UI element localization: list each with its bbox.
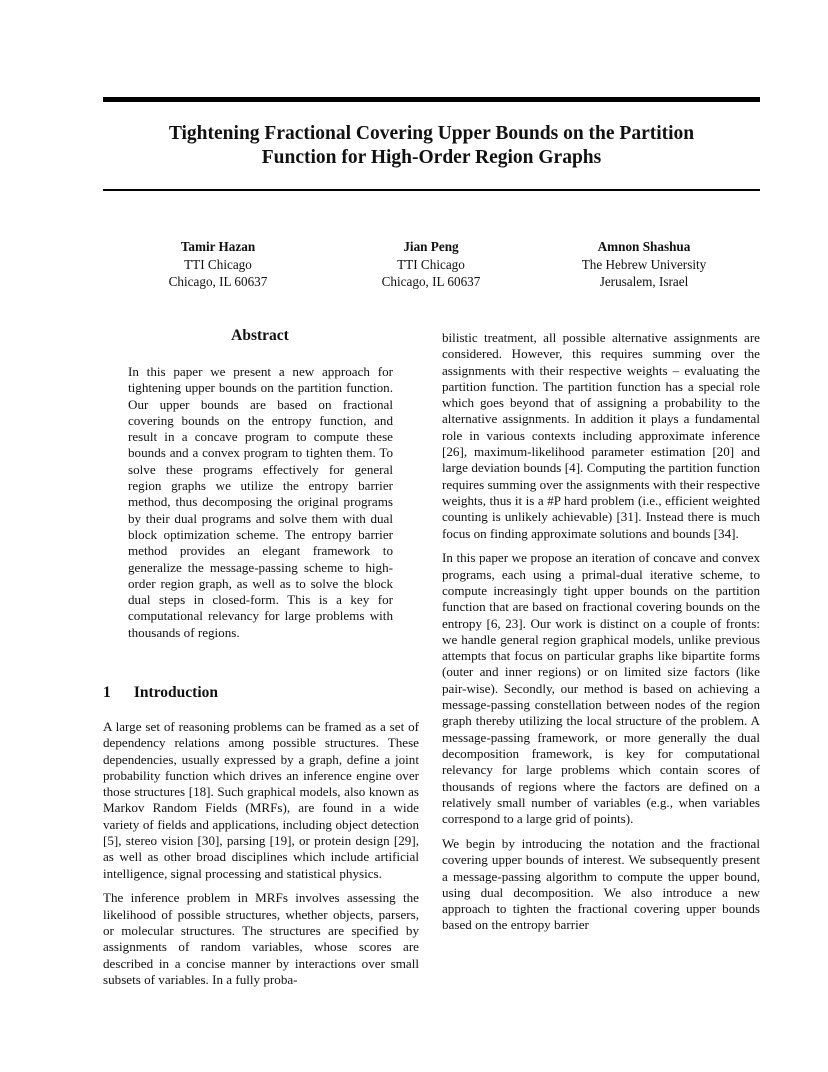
- author-affiliation: The Hebrew University: [581, 256, 707, 272]
- author-name: Amnon Shashua: [597, 239, 691, 254]
- author-affiliation: TTI Chicago: [397, 256, 465, 272]
- author-block: [544, 238, 744, 291]
- title-line-1: Tightening Fractional Covering Upper Bounds on the Partition: [168, 123, 695, 144]
- right-column: [442, 330, 760, 934]
- body-paragraph: bilistic treatment, all possible alternative assignments are considered. However, this requires summing over the assignments with their respective weights – evaluating the partition function. The partition function has a special role which goes beyond that of assigning a probability to the alternative assignments. In addition it plays a fundamental role in various contexts including approximate inference [26], maximum-likelihood parameter estimation [20] and large deviation bounds [4]. Computing the partition function requires summing over the assignments with their respective weights, thus it is a #P hard problem (i.e., efficient weighted counting is unlikely achievable) [31]. Instead there is much focus on finding approximate solutions and bounds [34].: [442, 330, 760, 541]
- author-block: [331, 238, 531, 291]
- top-rule: [103, 97, 760, 102]
- body-paragraph: We begin by introducing the notation and the fractional covering upper bounds of interest. We subsequently present a message-passing algorithm to compute the upper bound, using dual decomposition. We also introduce a new approach to tighten the fractional covering upper bounds based on the entropy barrier: [442, 835, 760, 933]
- paper-title: [103, 122, 760, 170]
- author-block: [118, 238, 318, 291]
- body-paragraph: A large set of reasoning problems can be framed as a set of dependency relations among possible structures. These dependencies, usually expressed by a graph, define a joint probability function which drives an inference engine over those structures [18]. Such graphical models, also known as Markov Random Fields (MRFs), are found in a wide variety of fields and applications, including object detection [5], stereo vision [30], parsing [19], or protein design [29], as well as other broad disciplines which include artificial intelligence, signal processing and statistical physics.: [103, 719, 419, 881]
- title-line-2: Function for High-Order Region Graphs: [261, 147, 602, 168]
- body-paragraph: The inference problem in MRFs involves assessing the likelihood of possible structures, whether objects, parsers, or molecular structures. The structures are specified by assignments of random variables, whose scores are described in a concise manner by interactions over small subsets of variables. In a fully proba-: [103, 890, 419, 987]
- section-number: 1: [103, 684, 111, 701]
- section-title: Introduction: [133, 684, 218, 701]
- author-location: Jerusalem, Israel: [599, 274, 689, 289]
- author-location: Chicago, IL 60637: [381, 274, 481, 289]
- body-paragraph: In this paper we propose an iteration of concave and convex programs, each using a primal-dual iterative scheme, to compute increasingly tight upper bounds on the partition function that are based on fractional covering bounds on the entropy [6, 23]. Our work is distinct on a couple of fronts: we handle general region graphical models, unlike previous attempts that focus on particular graphs like bipartite forms (outer and inner regions) or on limited size factors (like pair-wise). Secondly, our method is based on achieving a message-passing constellation between nodes of the region graph thereby utilizing the local structure of the problem. A message-passing framework, or more generally the dual decomposition framework, is key for computational relevancy for large problems which contain scores of thousands of regions where the factors are defined on a relatively small number of variables (e.g., when variables correspond to a large grid of points).: [442, 550, 760, 827]
- author-affiliation: TTI Chicago: [184, 256, 252, 272]
- abstract-text: In this paper we present a new approach for tightening upper bounds on the partition function. Our upper bounds are based on fractional covering bounds on the entropy function, and result in a concave program to compute these bounds and a convex program to tighten them. To solve these programs effectively for general region graphs we utilize the entropy barrier method, thus decomposing the original programs by their dual programs and solve them with dual block optimization scheme. The entropy barrier method provides an elegant framework to generalize the message-passing scheme to high-order region graph, as well as to solve the block dual steps in closed-form. This is a key for computational relevancy for large problems with thousands of regions.: [128, 364, 393, 640]
- abstract-heading: Abstract: [231, 327, 289, 344]
- title-bottom-rule: [103, 189, 760, 191]
- author-name: Tamir Hazan: [180, 239, 256, 254]
- section-heading: [103, 684, 218, 702]
- author-name: Jian Peng: [403, 239, 459, 254]
- left-column: [103, 719, 419, 988]
- author-location: Chicago, IL 60637: [168, 274, 268, 289]
